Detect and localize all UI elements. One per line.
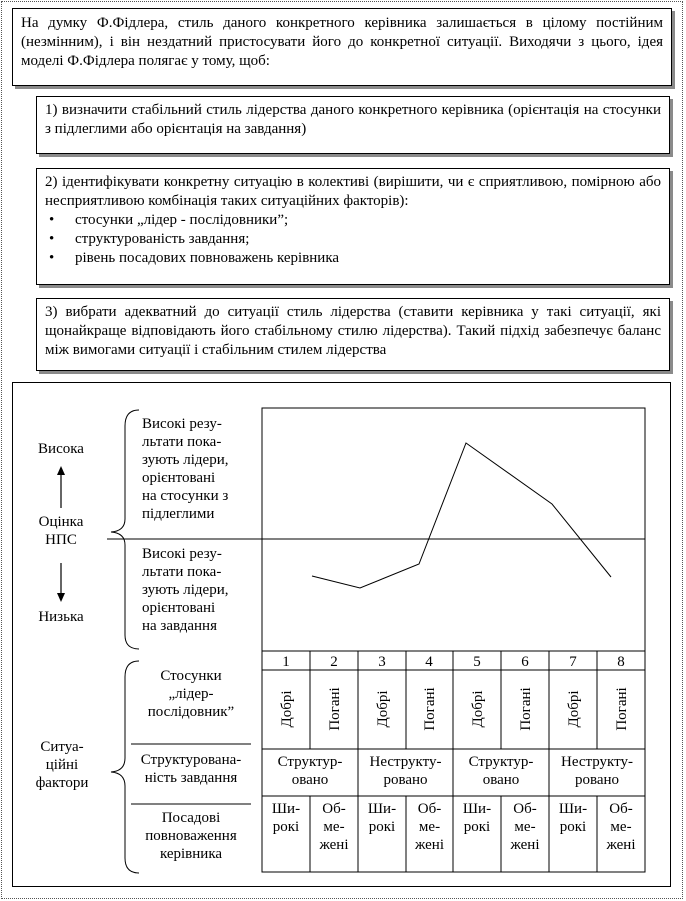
label-line: зують лідери, [142, 582, 229, 598]
label-line: овано [482, 772, 520, 788]
step-2-box [36, 168, 670, 285]
rating-brace [111, 410, 139, 649]
power-cell [549, 800, 597, 836]
task-oriented-label [142, 545, 243, 635]
relation-value: Добрі [470, 690, 486, 728]
label-line: Ши- [271, 801, 301, 817]
label-line: на стосунки з [142, 488, 229, 504]
column-number: 3 [378, 654, 386, 670]
column-number: 5 [473, 654, 481, 670]
label-line: Об- [513, 801, 537, 817]
relation-value: Добрі [375, 690, 391, 728]
axis-high-label: Висока [38, 441, 84, 457]
step-1-text: 1) визначити стабільний стиль лідерства даного конкретного керівника (орієнтація на стосунки з підлеглими або орієнтація на завдання) [45, 102, 661, 137]
relation-value: Погані [614, 687, 630, 731]
relation-value: Погані [327, 687, 343, 731]
label-line: Ши- [367, 801, 397, 817]
label-line: Структурована- [140, 752, 242, 768]
label-line: Високі резу- [142, 546, 222, 562]
power-cell [501, 800, 549, 854]
step-2-text: 2) ідентифікувати конкретну ситуацію в колективі (вирішити, чи є сприятливою, помірною або несприятливою комбінація таких ситуаційних факторів): [45, 174, 661, 209]
power-cell [597, 800, 645, 854]
arrow-down-icon-head [57, 593, 65, 602]
column-number: 6 [521, 654, 529, 670]
label-line: овано [291, 772, 329, 788]
label-line: повноваження [145, 828, 237, 844]
step-1-box [36, 96, 670, 154]
label-line: ровано [574, 772, 620, 788]
label-line: рокі [559, 819, 587, 835]
intro-text: На думку Ф.Фідлера, стиль даного конкретного керівника залишається в цілому постійним (незмінним), і він нездатний пристосувати його до конкретної ситуації. Виходячи з цього, ідея моделі Ф.Фідлера полягає у тому, щоб: [21, 15, 663, 69]
label-line: Стосунки [160, 668, 222, 684]
label-line: льтати пока- [142, 564, 222, 580]
column-number: 8 [617, 654, 625, 670]
relation-value: Добрі [566, 690, 582, 728]
relations-oriented-label [142, 415, 243, 523]
power-cell [406, 800, 453, 854]
label-line: фактори [35, 775, 89, 791]
label-line: ційні [45, 757, 79, 773]
row-label-relations [129, 667, 253, 721]
relation-value: Погані [518, 687, 534, 731]
label-line: Об- [417, 801, 442, 817]
performance-curve [312, 443, 611, 588]
label-line: жені [414, 837, 445, 853]
row-label-power [129, 809, 253, 863]
label-line: ме- [610, 819, 632, 835]
label-line: Об- [322, 801, 346, 817]
label-line: Посадові [161, 810, 221, 826]
label-line: орієнтовані [142, 470, 216, 486]
label-line: ме- [514, 819, 536, 835]
label-line: Неструкту- [560, 754, 633, 770]
label-line: Структур- [277, 754, 343, 770]
list-item: • стосунки „лідер - послідовники”; [45, 211, 661, 230]
label-line: рокі [272, 819, 300, 835]
label-line: Ситуа- [40, 739, 84, 755]
list-item: • структурованість завдання; [45, 230, 661, 249]
chart-frame [262, 408, 645, 651]
list-item: • рівень посадових повноважень керівника [45, 249, 661, 268]
label-line: жені [319, 837, 349, 853]
situational-factors-list [45, 211, 661, 268]
structure-cell [453, 753, 549, 789]
label-line: жені [510, 837, 540, 853]
relation-value: Добрі [279, 690, 295, 728]
label-line: Об- [609, 801, 633, 817]
column-number: 4 [425, 654, 433, 670]
label-line: ність завдання [144, 770, 238, 786]
label-line: підлеглими [142, 506, 215, 522]
label-line: на завдання [142, 618, 217, 634]
label-line: керівника [159, 846, 223, 862]
structure-cell [549, 753, 645, 789]
label-line: послідовник” [147, 704, 235, 720]
column-number: 7 [569, 654, 577, 670]
label-line: Високі резу- [142, 416, 222, 432]
row-label-structure [129, 751, 253, 787]
fiedler-model-diagram [12, 382, 671, 887]
power-cell [453, 800, 501, 836]
relations-values [279, 687, 630, 730]
axis-title-line-2: НПС [45, 532, 77, 548]
situational-factors-title [27, 738, 97, 792]
label-line: Ши- [462, 801, 492, 817]
label-line: рокі [368, 819, 396, 835]
structure-cell [358, 753, 453, 789]
intro-box [12, 8, 672, 86]
step-3-box [36, 298, 670, 371]
column-number: 1 [282, 654, 290, 670]
step-3-text: 3) вибрати адекватний до ситуації стиль лідерства (ставити керівника у такі ситуації, які щонайкраще відповідають його стабільному стилю лідерства). Такий підхід забезпечує баланс між вимогами ситуації і стабільним стилем лідерства [45, 304, 661, 358]
label-line: „лідер- [168, 686, 214, 702]
relation-value: Погані [422, 687, 438, 731]
axis-title-line-1: Оцінка [38, 514, 84, 530]
label-line: Структур- [468, 754, 534, 770]
label-line: зують лідери, [142, 452, 229, 468]
power-cell [262, 800, 310, 836]
power-cell [358, 800, 406, 836]
column-number: 2 [330, 654, 338, 670]
label-line: Неструкту- [369, 754, 442, 770]
power-cell [310, 800, 358, 854]
label-line: льтати пока- [142, 434, 222, 450]
structure-cell [262, 753, 358, 789]
label-line: жені [606, 837, 636, 853]
label-line: Ши- [558, 801, 588, 817]
arrow-up-icon-head [57, 466, 65, 475]
label-line: ровано [383, 772, 428, 788]
axis-low-label: Низька [38, 609, 84, 625]
label-line: ме- [418, 819, 441, 835]
label-line: рокі [463, 819, 491, 835]
label-line: ме- [323, 819, 345, 835]
label-line: орієнтовані [142, 600, 216, 616]
